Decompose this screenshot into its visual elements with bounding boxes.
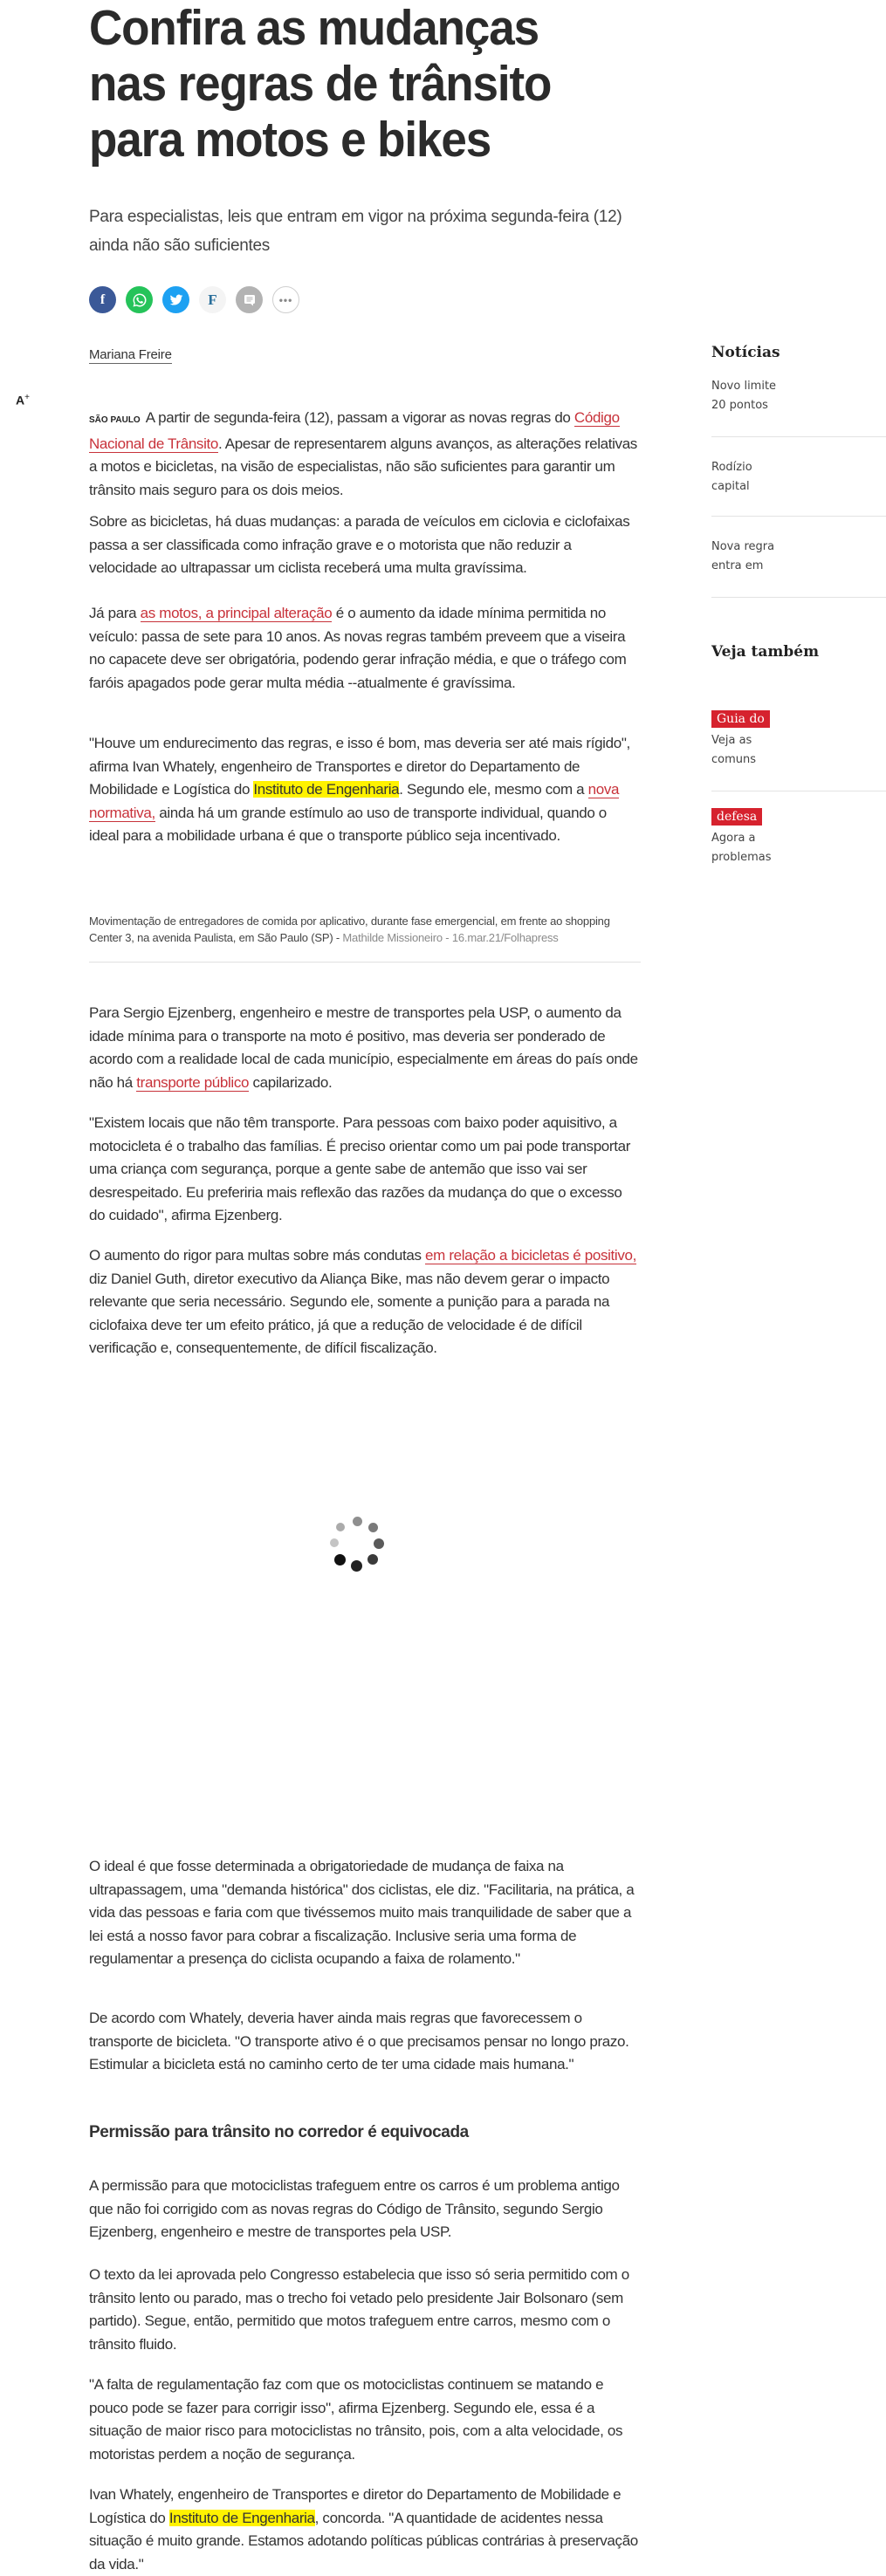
photo-credit: Mathilde Missioneiro - 16.mar.21/Folhapress: [342, 931, 559, 944]
divider: [711, 436, 886, 437]
promo-tag[interactable]: defesa: [711, 808, 762, 826]
twitter-icon: [169, 293, 183, 307]
paragraph-text: O texto da lei aprovada pelo Congresso estabelecia que isso só seria permitido com o trânsito lento ou parado, mas o trecho foi vetado pelo presidente Jair Bolsonaro (sem partido). Segue, então, permitido que motos trafeguem entre carros, mesmo com o trânsito fluido.: [89, 2266, 629, 2353]
article-paragraph-1: [89, 407, 639, 502]
paragraph-text: ainda há um grande estímulo ao uso de transporte individual, quando o ideal para a mobilidade urbana é que o transporte público seja incentivado.: [89, 804, 607, 844]
facebook-icon: f: [100, 291, 106, 307]
link-transporte-publico[interactable]: transporte público: [136, 1073, 250, 1091]
article-paragraph-12: [89, 2374, 639, 2466]
author-byline[interactable]: Mariana Freire: [89, 347, 172, 362]
spinner-dot: [351, 1560, 362, 1572]
whatsapp-share-button[interactable]: [126, 286, 153, 313]
link-bicicletas-positivo[interactable]: em relação a bicicletas é positivo,: [425, 1247, 636, 1264]
sidebar-see-also-heading: Veja também: [711, 643, 820, 661]
paragraph-text: "A falta de regulamentação faz com que os motociclistas continuem se matando e pouco pode se fazer para corrigir isso", afirma Ejzenberg. Segundo ele, essa é a situação de maior risco para motociclistas no trânsito, pois, com a alta velocidade, os motoristas perdem a noção de segurança.: [89, 2376, 623, 2463]
article-paragraph-11: [89, 2264, 639, 2356]
more-share-button[interactable]: [272, 286, 299, 313]
article-paragraph-10: [89, 2175, 639, 2244]
promo-tag[interactable]: Guia do: [711, 710, 770, 728]
paragraph-text: Para Sergio Ejzenberg, engenheiro e mestre de transportes pela USP, o aumento da idade mínima para o transporte na moto é positivo, mas deveria ser ponderado de acordo com a realidade local de cada município, especialmente em áreas do país onde não há: [89, 1004, 638, 1091]
article-standfirst: Para especialistas, leis que entram em vigor na próxima segunda-feira (12) ainda não são suficientes: [89, 208, 622, 255]
article-paragraph-9: [89, 2007, 639, 2077]
divider: [711, 597, 886, 598]
news-item-line: 20 pontos: [711, 399, 768, 412]
dateline: SÃO PAULO: [89, 415, 141, 425]
article-paragraph-13: [89, 2484, 639, 2576]
font-size-increase-button[interactable]: [16, 393, 30, 408]
paragraph-text: , concorda. "A quantidade de acidentes nessa situação é muito grande. Estamos adotando políticas públicas contrárias à preservação da vida.": [89, 2509, 638, 2573]
divider: [711, 516, 886, 517]
promo-line: problemas: [711, 851, 772, 864]
news-item-line: Rodízio: [711, 461, 752, 474]
paragraph-text: Ivan Whately, engenheiro de Transportes e diretor do Departamento de Mobilidade e Logística do: [89, 2486, 622, 2526]
promo-text: [711, 731, 886, 770]
paragraph-text: O aumento do rigor para multas sobre más condutas: [89, 1247, 426, 1264]
paragraph-text: Sobre as bicicletas, há duas mudanças: a parada de veículos em ciclovia e ciclofaixas passa a ser classificada como infração grave e o motorista que não reduzir a velocidade ao ultrapassar um ciclista receberá uma multa gravíssima.: [89, 513, 630, 576]
link-codigo-nacional-de-transito[interactable]: Código Nacional de Trânsito: [89, 409, 620, 452]
sidebar-promo[interactable]: [711, 807, 886, 867]
article-paragraph-6: [89, 1112, 639, 1228]
spinner-dot: [334, 1554, 346, 1565]
promo-line: Veja as: [711, 734, 752, 747]
share-bar: [89, 286, 299, 313]
folha-icon: F: [208, 291, 217, 308]
paragraph-text: "Houve um endurecimento das regras, e isso é bom, mas deveria ser até mais rígido", afirma Ivan Whately, engenheiro de Transportes e diretor do Departamento de Mobilidade e Logística do: [89, 735, 630, 798]
article-headline: Confira as mudanças nas regras de trânsito para motos e bikes: [89, 0, 552, 168]
sidebar-news-item[interactable]: [711, 538, 886, 576]
plus-icon: +: [24, 393, 30, 402]
loading-spinner-icon: [327, 1510, 388, 1571]
comment-button[interactable]: [236, 286, 263, 313]
paragraph-text: De acordo com Whately, deveria haver ainda mais regras que favorecessem o transporte de bicicleta. "O transporte ativo é o que precisamos pensar no longo prazo. Estimular a bicicleta está no caminho certo de ter uma cidade mais humana.": [89, 2010, 629, 2072]
paragraph-text: A permissão para que motociclistas trafeguem entre os carros é um problema antigo que não foi corrigido com as novas regras do Código de Trânsito, segundo Sergio Ejzenberg, engenheiro e mestre de transportes pela USP.: [89, 2177, 620, 2240]
article-paragraph-7: [89, 1244, 639, 1360]
sidebar: [711, 332, 886, 867]
photo-caption: [89, 913, 641, 963]
spinner-dot: [374, 1538, 384, 1549]
paragraph-text: diz Daniel Guth, diretor executivo da Aliança Bike, mas não devem gerar o impacto relevante que seria necessário. Segundo ele, somente a punição para a parada na ciclofaixa deve ter um efeito prático, já que a redução de velocidade é de difícil verificação e, consequentemente, de difícil fiscalização.: [89, 1270, 610, 1356]
whatsapp-icon: [132, 292, 148, 308]
sidebar-news-item[interactable]: [711, 458, 886, 497]
spinner-dot: [336, 1523, 345, 1531]
paragraph-text: capilarizado.: [249, 1073, 333, 1091]
caption-text: Movimentação de entregadores de comida por aplicativo, durante fase emergencial, em frente ao shopping Center 3, na avenida Paulista, em São Paulo (SP) -: [89, 915, 610, 944]
sidebar-news-heading: Notícias: [711, 344, 780, 361]
article-paragraph-2: [89, 510, 639, 580]
news-item-line: Nova regra: [711, 540, 775, 553]
paragraph-text: . Segundo ele, mesmo com a: [399, 781, 588, 798]
more-icon: •••: [278, 293, 293, 306]
spinner-dot: [330, 1538, 339, 1547]
section-subheading: Permissão para trânsito no corredor é equivocada: [89, 2123, 469, 2141]
font-size-label: A: [16, 393, 25, 408]
article-paragraph-4: [89, 732, 639, 848]
link-as-motos[interactable]: as motos, a principal alteração: [140, 605, 333, 621]
spinner-dot: [368, 1523, 378, 1532]
spinner-dot: [353, 1517, 362, 1526]
link-nova-normativa[interactable]: nova normativa,: [89, 781, 620, 821]
folha-share-button[interactable]: [199, 286, 226, 313]
news-item-line: capital: [711, 480, 750, 493]
promo-text: [711, 829, 886, 867]
article-paragraph-8: [89, 1855, 639, 1971]
spinner-dot: [367, 1554, 378, 1565]
promo-line: Agora a: [711, 832, 756, 845]
highlighted-term[interactable]: Instituto de Engenharia: [253, 781, 400, 798]
paragraph-text: O ideal é que fosse determinada a obrigatoriedade de mudança de faixa na ultrapassagem, uma "demanda histórica" dos ciclistas, ele diz. "Facilitaria, na prática, a vida das pessoas e faria com que tivéssemos muito mais tranquilidade de saber que a lei está a nosso favor para cobrar a fiscalização. Inclusive seria uma forma de regulamentar a presença do ciclista ocupando a faixa de rolamento.": [89, 1858, 635, 1967]
news-item-line: Novo limite: [711, 380, 777, 393]
news-item-line: entra em: [711, 559, 764, 572]
paragraph-text: Já para: [89, 605, 141, 621]
twitter-share-button[interactable]: [162, 286, 189, 313]
facebook-share-button[interactable]: [89, 286, 116, 313]
comment-icon: [244, 294, 256, 306]
paragraph-text: é o aumento da idade mínima permitida no veículo: passa de sete para 10 anos. As novas regras também preveem que a viseira no capacete deve ser obrigatória, podendo gerar infração média, e que o tráfego com faróis apagados pode gerar multa média --atualmente é gravíssima.: [89, 605, 627, 691]
paragraph-text: . Apesar de representarem alguns avanços, as alterações relativas a motos e bicicletas, na visão de especialistas, não são suficientes para garantir um trânsito mais seguro para os dois meios.: [89, 435, 637, 498]
paragraph-text: "Existem locais que não têm transporte. Para pessoas com baixo poder aquisitivo, a motocicleta é o trabalho das famílias. É preciso orientar como um pai pode transportar uma criança com segurança, porque a gente sabe de antemão que isso vai ser desrespeitado. Eu preferiria mais reflexão das razões da mudança do que o excesso do cuidado", afirma Ejzenberg.: [89, 1114, 631, 1223]
sidebar-news-item[interactable]: [711, 377, 886, 415]
article-paragraph-3: [89, 602, 639, 695]
article-paragraph-5: [89, 1002, 639, 1094]
sidebar-promo[interactable]: [711, 709, 886, 770]
paragraph-text: A partir de segunda-feira (12), passam a vigorar as novas regras do: [145, 409, 574, 426]
highlighted-term[interactable]: Instituto de Engenharia: [168, 2509, 315, 2526]
promo-line: comuns: [711, 753, 757, 766]
